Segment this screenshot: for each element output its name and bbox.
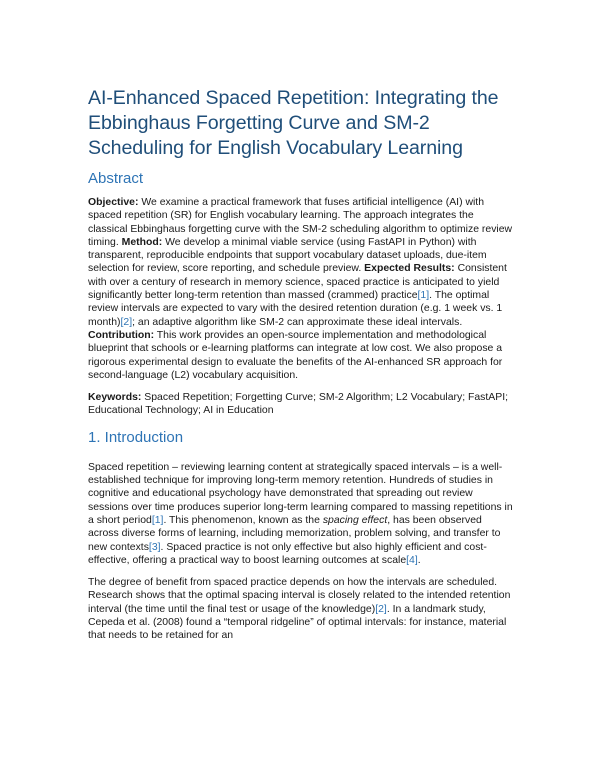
introduction-paragraph [88, 576, 514, 642]
keywords-text: Spaced Repetition; Forgetting Curve; SM-2 Algorithm; L2 Vocabulary; FastAPI; Educational Technology; AI in Education [88, 392, 509, 417]
abstract-heading: Abstract [88, 170, 144, 187]
body-text: The degree of benefit from spaced practice depends on how the intervals are scheduled. Research shows that the optimal spacing interval is closely related to the intended retention interval (the time until the final test or usage of the knowledge) [88, 577, 511, 615]
italic-term: spacing effect [322, 514, 388, 526]
introduction-heading: 1. Introduction [88, 428, 184, 446]
body-text: . This phenomenon, known as the [163, 514, 323, 526]
contribution-label: Contribution: [88, 329, 155, 341]
citation-link[interactable]: [3] [148, 541, 161, 553]
citation-link[interactable]: [1] [417, 290, 430, 302]
keywords-label: Keywords: [88, 392, 142, 404]
contribution-text: This work provides an open-source implementation and methodological blueprint that schools or e-learning platforms can integrate at low cost. We also propose a rigorous experimental design to evaluate the benefits of the AI-enhanced SR approach for second-language (L2) vocabulary acquisition. [88, 329, 503, 381]
introduction-paragraph [88, 461, 514, 567]
results-text: . The optimal review intervals are expected to vary with the desired retention duration (e.g. 1 week vs. 1 month) [88, 290, 503, 328]
results-text: ; an adaptive algorithm like SM-2 can approximate these ideal intervals. [132, 316, 463, 328]
body-text: Spaced repetition – reviewing learning content at strategically spaced intervals – is a well-established technique for improving long-term memory retention. Hundreds of studies in cognitive and educational psychology have demonstrated that spreading out review sessions over time produces superior long-term learning compared to massing repetitions in a short period [88, 461, 513, 526]
results-label: Expected Results: [364, 263, 455, 275]
results-text: Consistent with over a century of research in memory science, spaced practice is anticipated to yield significantly better long-term retention than massed (crammed) practice [88, 263, 507, 302]
document-page [88, 86, 514, 643]
method-label: Method: [121, 236, 163, 248]
abstract-paragraph [88, 196, 514, 382]
keywords-paragraph [88, 391, 514, 418]
body-text: . In a landmark study, Cepeda et al. (2008) found a “temporal ridgeline” of optimal intervals: for instance, material that needs to be retained for an [88, 603, 507, 642]
objective-label: Objective: [88, 197, 139, 208]
body-text: . Spaced practice is not only effective but also highly efficient and cost-effective, offering a practical way to boost learning outcomes at scale [88, 541, 487, 566]
body-text: , has been observed across diverse forms of learning, including memorization, problem solving, and transfer to new contexts [88, 514, 501, 553]
method-text: We develop a minimal viable service (using FastAPI in Python) with transparent, reproducible endpoints that support vocabulary dataset uploads, due-item selection for review, score reporting, and schedule preview. [88, 236, 487, 275]
paper-title: AI-Enhanced Spaced Repetition: Integrating the Ebbinghaus Forgetting Curve and SM-2 Scheduling for English Vocabulary Learning [88, 87, 499, 159]
citation-link[interactable]: [4] [406, 554, 418, 566]
objective-text: We examine a practical framework that fuses artificial intelligence (AI) with spaced repetition (SR) for English vocabulary learning. The approach integrates the classical Ebbinghaus forgetting curve with the SM-2 scheduling algorithm to optimize review timing. [88, 197, 513, 248]
citation-link[interactable]: [1] [151, 514, 164, 526]
body-text: . [417, 554, 421, 566]
citation-link[interactable]: [2] [120, 316, 133, 328]
citation-link[interactable]: [2] [375, 603, 387, 615]
